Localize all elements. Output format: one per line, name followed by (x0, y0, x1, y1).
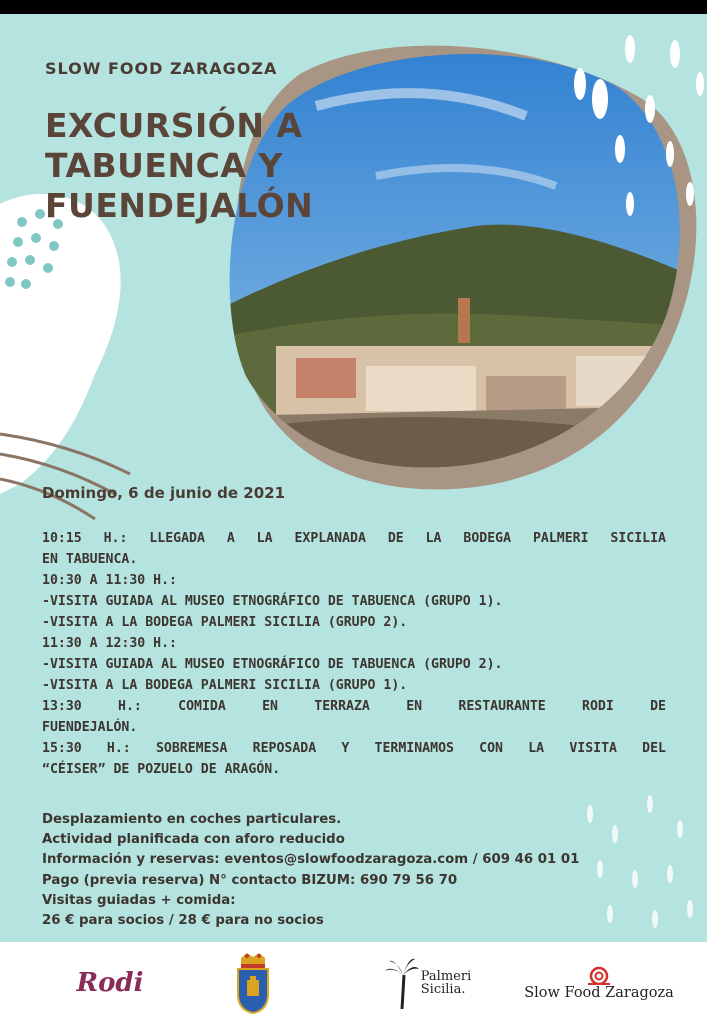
snail-icon (586, 965, 612, 985)
palmeri-logo-subtext: Sicilia. (420, 982, 466, 997)
schedule-line: -VISITA A LA BODEGA PALMERI SICILIA (GRUPO 1). (42, 678, 408, 693)
coat-of-arms-icon (235, 952, 271, 1014)
status-bar (0, 0, 707, 14)
info-line-contact: Información y reservas: eventos@slowfoodzaragoza.com / 609 46 01 01 (42, 852, 580, 868)
schedule-line: 15:30 H.: SOBREMESA REPOSADA Y TERMINAMOS CON LA VISITA DEL (42, 741, 666, 756)
title-line-1: EXCURSIÓN A (45, 106, 303, 145)
rodi-logo-text: Rodi (76, 968, 144, 998)
schedule-line: “CÉISER” DE POZUELO DE ARAGÓN. (42, 762, 281, 777)
schedule-line: EN TABUENCA. (42, 552, 138, 567)
info-line: Visitas guiadas + comida: (42, 892, 236, 908)
sponsors-footer (0, 942, 707, 1024)
page-title (45, 106, 385, 226)
info-block (42, 810, 682, 931)
slowfood-logo (510, 942, 688, 1024)
rodi-logo (70, 942, 150, 1024)
slowfood-logo-text: Slow Food Zaragoza (524, 985, 674, 1001)
palm-tree-icon (385, 957, 419, 1009)
info-line: Actividad planificada con aforo reducido (42, 832, 345, 848)
organizer-label: SLOW FOOD ZARAGOZA (45, 59, 278, 78)
info-line-price: 26 € para socios / 28 € para no socios (42, 913, 324, 929)
dash-decoration-icon (560, 14, 707, 254)
schedule (42, 528, 666, 780)
schedule-line: -VISITA A LA BODEGA PALMERI SICILIA (GRUPO 2). (42, 615, 408, 630)
schedule-line: 13:30 H.: COMIDA EN TERRAZA EN RESTAURANTE RODI DE (42, 699, 666, 714)
title-line-2: TABUENCA Y (45, 146, 283, 185)
schedule-line: 11:30 A 12:30 H.: (42, 636, 177, 651)
title-line-3: FUENDEJALÓN (45, 186, 314, 225)
schedule-line: 10:15 H.: LLEGADA A LA EXPLANADA DE LA BODEGA PALMERI SICILIA (42, 531, 666, 546)
schedule-line: -VISITA GUIADA AL MUSEO ETNOGRÁFICO DE TABUENCA (GRUPO 2). (42, 657, 503, 672)
coat-of-arms-logo (228, 942, 278, 1024)
event-date: Domingo, 6 de junio de 2021 (42, 484, 286, 502)
lines-decoration-icon (0, 424, 140, 534)
palmeri-logo-text: Palmeri (420, 969, 472, 984)
info-line: Pago (previa reserva) N° contacto BIZUM: 690 79 56 70 (42, 872, 458, 888)
info-line: Desplazamiento en coches particulares. (42, 812, 342, 827)
poster (0, 14, 707, 942)
palmeri-logo (383, 942, 473, 1024)
schedule-line: FUENDEJALÓN. (42, 720, 138, 735)
schedule-line: -VISITA GUIADA AL MUSEO ETNOGRÁFICO DE TABUENCA (GRUPO 1). (42, 594, 503, 609)
schedule-line: 10:30 A 11:30 H.: (42, 573, 177, 588)
